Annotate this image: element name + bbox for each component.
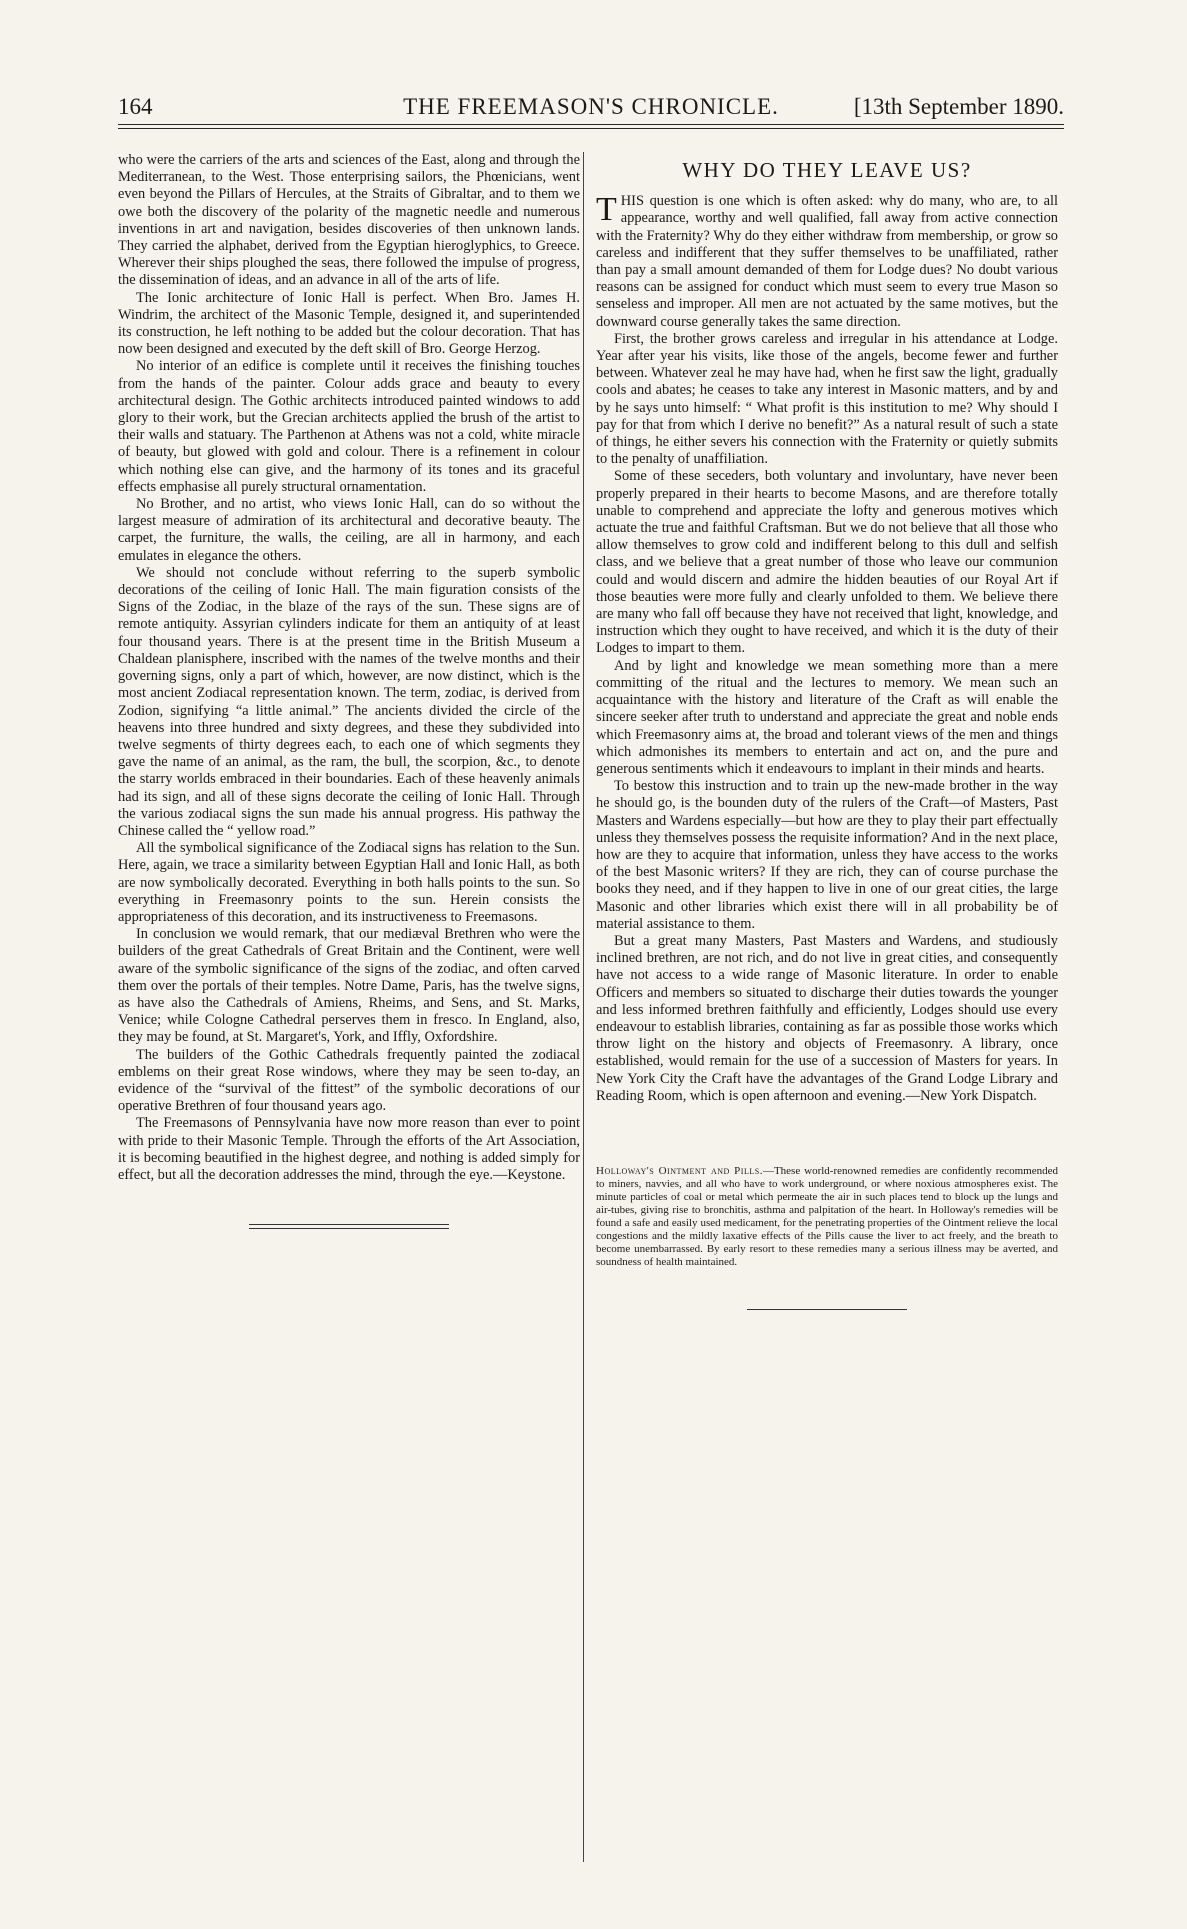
article-paragraph: In conclusion we would remark, that our mediæval Brethren who were the builders of the great Cathedrals of Great Britain and the Continent, were well aware of the symbolic significance of the signs of the zodiac, and often carved them over the portals of their temples. Notre Dame, Paris, has the twelve signs, as have also the Cathedrals of Amiens, Rheims, and Sens, and St. Marks, Venice; while Cologne Cathedral perserves them in fresco. In England, also, they may be found, at St. Margaret's, York, and Iffly, Oxfordshire. (118, 926, 580, 1046)
article-paragraph: We should not conclude without referring to the superb symbolic decorations of the ceiling of Ionic Hall. The main figuration consists of the Signs of the Zodiac, in the blaze of the rays of the sun. These signs are of remote antiquity. Assyrian cylinders indicate for them an antiquity of at least four thousand years. There is at the present time in the British Museum a Chaldean planisphere, inscribed with the names of the twelve months and their governing signs, only a part of which, however, are now distinct, which is the most ancient Zodiacal representation known. The term, zodiac, is derived from Zodion, signifying “a little animal.” The ancients divided the circle of the heavens into three hundred and sixty degrees, and these they subdivided into twelve segments of thirty degrees each, to each one of which segments they gave the name of an animal, as the ram, the bull, the scorpion, &c., to denote the starry worlds embraced in their boundaries. Each of these heavenly animals had its sign, and all of these signs decorate the ceiling of Ionic Hall. Through the various zodiacal signs the sun made his annual progress. His pathway the Chinese called the “ yellow road.” (118, 564, 580, 839)
drop-cap: T (596, 191, 617, 229)
article-paragraph: The Ionic architecture of Ionic Hall is perfect. When Bro. James H. Windrim, the architect of the Masonic Temple, designed it, and superintended its construction, he left nothing to be added but the colour decoration. That has now been designed and executed by the deft skill of Bro. George Herzog. (118, 289, 580, 358)
article-paragraph: All the symbolical significance of the Zodiacal signs has relation to the Sun. Here, again, we trace a similarity between Egyptian Hall and Ionic Hall, as both are now symbolically decorated. Everything in both halls points to the sun. So everything in Freemasonry points to the sun. Herein consists the appropriateness of this decoration, and its instructiveness to Freemasons. (118, 840, 580, 925)
page-number: 164 (118, 94, 153, 119)
column-divider (583, 152, 584, 1862)
advertisement-title: Holloway's Ointment and Pills. (596, 1164, 763, 1177)
end-rule (747, 1309, 907, 1310)
publication-title: THE FREEMASON'S CHRONICLE. (403, 94, 779, 119)
right-column (596, 152, 1058, 1310)
end-rule (249, 1224, 449, 1225)
article-paragraph: The Freemasons of Pennsylvania have now more reason than ever to point with pride to their Masonic Temple. Through the efforts of the Art Association, it is becoming beautified in the highest degree, and nothing is added simply for effect, but all the decoration addresses the mind, through the eye.—Keystone. (118, 1115, 580, 1183)
article-paragraph: Some of these seceders, both voluntary and involuntary, have never been properly prepared in their hearts to become Masons, and are therefore totally unable to comprehend and appreciate the lofty and generous motives which actuate the true and faithful Craftsman. But we do not believe that all those who allow themselves to grow cold and indifferent belong to this dull and selfish class, and we believe that a great number of those who leave our communion could and would discern and admire the hidden beauties of our Royal Art if those beauties were more fully and clearly unfolded to them. We believe there are many who fall off because they have not received that light, knowledge, and instruction which they ought to have received, and which it is the duty of their Lodges to impart to them. (596, 468, 1058, 657)
article-paragraph: The builders of the Gothic Cathedrals frequently painted the zodiacal emblems on their great Rose windows, where they may be seen to-day, an evidence of the “survival of the fittest” of the symbolic decorations of our operative Brethren of four thousand years ago. (118, 1046, 580, 1115)
advertisement (596, 1165, 1058, 1269)
article-heading: WHY DO THEY LEAVE US? (682, 158, 972, 182)
lead-text: HIS question is one which is often asked: why do many, who are, to all appearance, worthy and well qualified, fall away from active connection with the Fraternity? Why do they either withdraw from membership, or grow so careless and indifferent that they suffer themselves to be unaffiliated, rather than pay a small amount demanded of them for Lodge dues? No doubt various reasons can be assigned for conduct which must seem to every true Mason so senseless and improper. All men are not actuated by the same motives, but the downward course generally takes the same direction. (596, 193, 1058, 330)
article-lead-paragraph (596, 193, 1058, 331)
article-paragraph: To bestow this instruction and to train up the new-made brother in the way he should go, is the bounden duty of the rulers of the Craft—of Masters, Past Masters and Wardens especially—but how are they to play their part effectually unless they themselves possess the requisite information? And in the next place, how are they to acquire that information, unless they have access to the works of the best Masonic writers? If they are rich, they can of course purchase the books they need, and if they happen to live in one of our great cities, the large Masonic and other libraries which exist there will in all probability be of material assistance to them. (596, 778, 1058, 932)
article-paragraph: No interior of an edifice is complete until it receives the finishing touches from the hands of the painter. Colour adds grace and beauty to every architectural design. The Gothic architects introduced painted windows to add glory to their work, but the Grecian architects applied the brush of the artist to their walls and statuary. The Parthenon at Athens was not a cold, white miracle of beauty, but glowed with gold and colour. There is a refinement in colour which nothing else can give, and the harmony of its tones and its graceful effects emphasise all purely structural ornamentation. (118, 358, 580, 495)
article-paragraph: First, the brother grows careless and irregular in his attendance at Lodge. Year after year his visits, like those of the angels, become fewer and further between. Whatever zeal he may have had, when he first saw the light, gradually cools and abates; he ceases to take any interest in Masonic matters, and by and by he says unto himself: “ What profit is this institution to me? Why should I pay for that from which I derive no benefit?” As a natural result of such a state of things, he either severs his connection with the Fraternity or quietly submits to the penalty of unaffiliation. (596, 330, 1058, 468)
article-paragraph: No Brother, and no artist, who views Ionic Hall, can do so without the largest measure of admiration of its architectural and decorative beauty. The carpet, the furniture, the walls, the ceiling, are all in harmony, and each emulates in elegance the others. (118, 496, 580, 564)
page-header (118, 94, 1064, 124)
end-rule (249, 1228, 449, 1229)
header-rule-lower (118, 128, 1064, 129)
article-paragraph: who were the carriers of the arts and sciences of the East, along and through the Mediterranean, to the West. Those enterprising sailors, the Phœnicians, went even beyond the Pillars of Hercules, at the Straits of Gibraltar, and to them we owe both the discovery of the polarity of the magnetic needle and numerous inventions in art and navigation, besides discoveries of then unknown lands. They carried the alphabet, derived from the Egyptian hieroglyphics, to Greece. Wherever their ships ploughed the seas, there followed the impulse of progress, the dissemination of ideas, and an advance in all of the arts of life. (118, 152, 580, 289)
header-rule (118, 124, 1064, 125)
issue-date: [13th September 1890. (853, 94, 1064, 119)
article-paragraph: And by light and knowledge we mean something more than a mere committing of the ritual and the lectures to memory. We mean such an acquaintance with the history and literature of the Craft as will enable the sincere seeker after truth to understand and appreciate the great and noble ends which Freemasonry aims at, the broad and tolerant views of the men and things which admonishes its members to entertain and act on, and the pure and generous sentiments which it endeavours to implant in their minds and hearts. (596, 657, 1058, 777)
advertisement-body: —These world-renowned remedies are confidently recommended to miners, navvies, and all who have to work underground, or where noxious atmospheres exist. The minute particles of coal or metal which permeate the air in such places tend to block up the lungs and air-tubes, giving rise to bronchitis, asthma and palpitation of the heart. In Holloway's remedies will be found a safe and easily used medicament, for the penetrating properties of the Ointment relieve the local congestions and the mildly laxative effects of the Pills cause the liver to act freely, and the breath to become unembarrassed. By early resort to these remedies many a serious illness may be averted, and soundness of health maintained. (596, 1164, 1058, 1268)
left-column (118, 152, 580, 1229)
article-paragraph: But a great many Masters, Past Masters and Wardens, and studiously inclined brethren, are not rich, and do not live in great cities, and consequently have not access to a wide range of Masonic literature. In order to enable Officers and members so situated to discharge their duties towards the younger and less informed brethren faithfully and efficiently, Lodges should use every endeavour to establish libraries, containing as far as possible those works which throw light on the history and objects of Freemasonry. A library, once established, would remain for the use of a succession of Masters for years. In New York City the Craft have the advantages of the Grand Lodge Library and Reading Room, which is open afternoon and evening.—New York Dispatch. (596, 932, 1058, 1104)
